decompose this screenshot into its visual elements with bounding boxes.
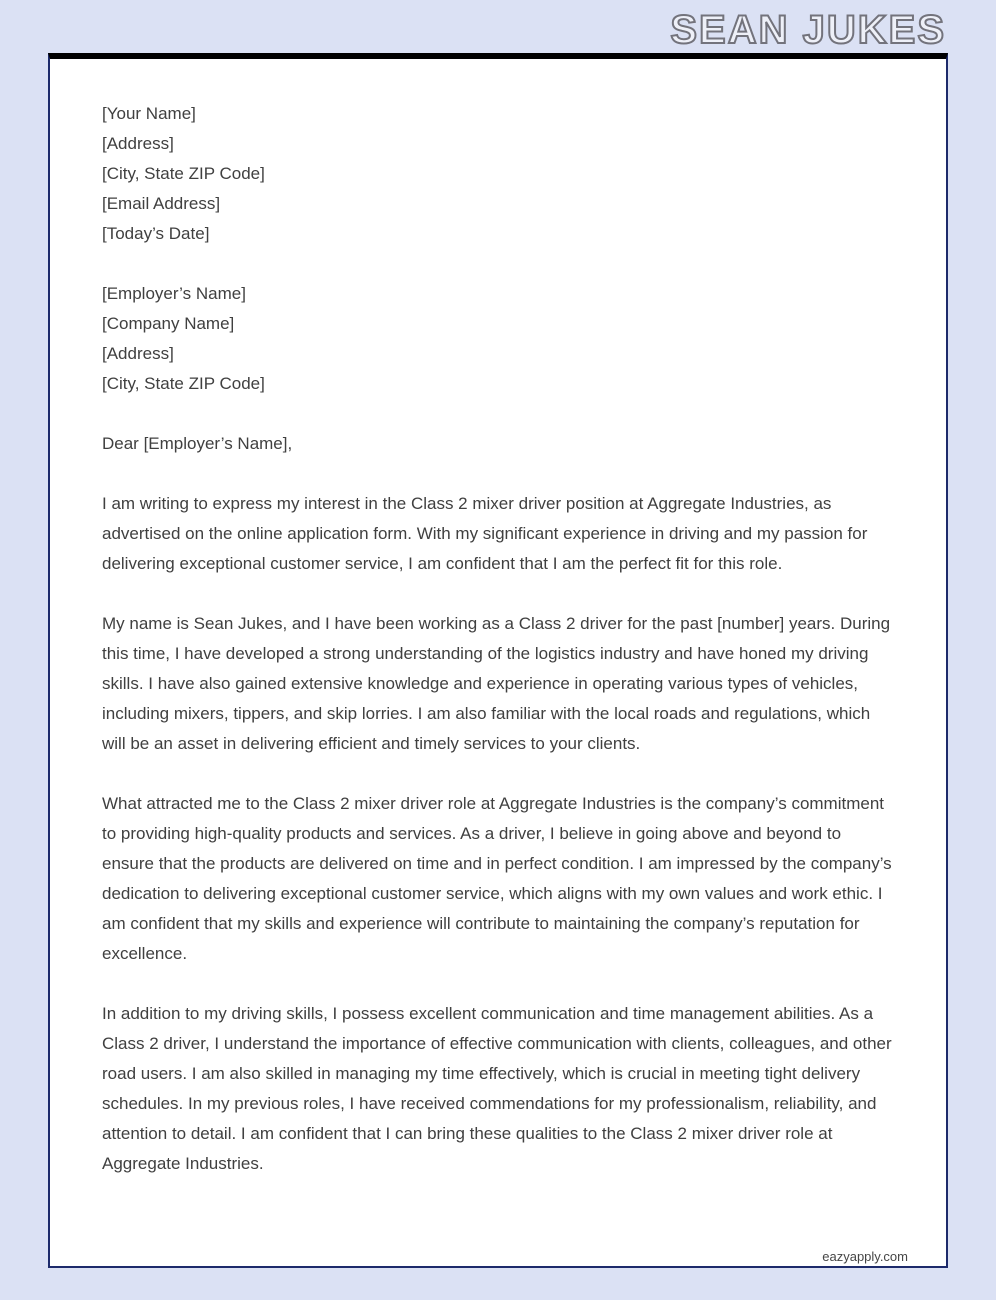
sender-city-line: [City, State ZIP Code] [102,164,265,183]
recipient-address-line: [Address] [102,344,174,363]
brand-logo: SEAN JUKES [670,8,946,52]
sender-address-line: [Address] [102,134,174,153]
watermark-text: eazyapply.com [822,1249,908,1264]
sender-email-line: [Email Address] [102,194,221,213]
letter-paragraph-intro: I am writing to express my interest in the Class 2 mixer driver position at Aggregate Industries, as advertised on the online application form. With my significant experience in driving and my passion for delivering exceptional customer service, I am confident that I am the perfect fit for this role. [102,494,868,573]
sender-date-line: [Today’s Date] [102,224,210,243]
recipient-company-line: [Company Name] [102,314,235,333]
salutation: Dear [Employer’s Name], [102,434,293,453]
letter-page [48,53,948,1268]
sender-name-line: [Your Name] [102,104,196,123]
recipient-name-line: [Employer’s Name] [102,284,246,303]
letter-paragraph-motivation: What attracted me to the Class 2 mixer driver role at Aggregate Industries is the company’s commitment to providing high-quality products and services. As a driver, I believe in going above and beyond to ensure that the products are delivered on time and in perfect condition. I am impressed by the company’s dedication to delivering exceptional customer service, which aligns with my own values and work ethic. I am confident that my skills and experience will contribute to maintaining the company’s reputation for excellence. [102,794,892,963]
letter-paragraph-skills: In addition to my driving skills, I possess excellent communication and time management abilities. As a Class 2 driver, I understand the importance of effective communication with clients, colleagues, and other road users. I am also skilled in managing my time effectively, which is crucial in meeting tight delivery schedules. In my previous roles, I have received commendations for my professionalism, reliability, and attention to detail. I am confident that I can bring these qualities to the Class 2 mixer driver role at Aggregate Industries. [102,1004,892,1173]
recipient-address-block [102,279,894,399]
sender-address-block [102,99,894,249]
recipient-city-line: [City, State ZIP Code] [102,374,265,393]
letter-paragraph-experience: My name is Sean Jukes, and I have been working as a Class 2 driver for the past [number] years. During this time, I have developed a strong understanding of the logistics industry and have honed my driving skills. I have also gained extensive knowledge and experience in operating various types of vehicles, including mixers, tippers, and skip lorries. I am also familiar with the local roads and regulations, which will be an asset in delivering efficient and timely services to your clients. [102,614,891,753]
